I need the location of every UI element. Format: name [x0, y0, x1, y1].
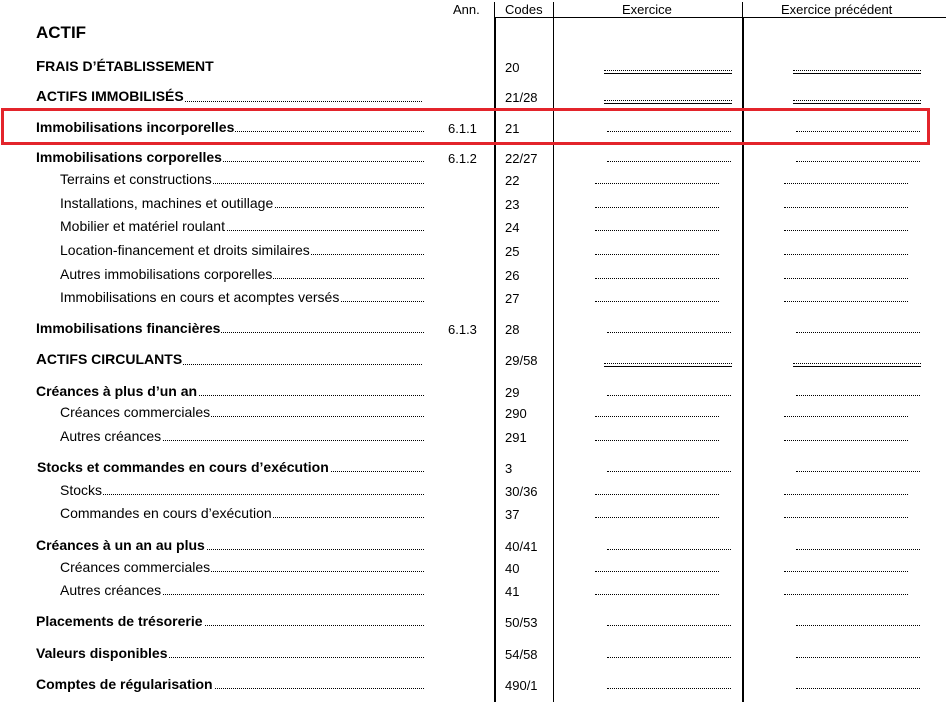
row-code: 22 [505, 173, 520, 188]
header-divider-2 [553, 2, 554, 18]
header-ann: Ann. [453, 2, 480, 17]
row-code: 3 [505, 461, 513, 476]
row-label: Créances commerciales [60, 557, 424, 577]
exercice-precedent-field[interactable] [784, 183, 908, 184]
row-label: Immobilisations financières [36, 318, 424, 338]
row-label: Créances à plus d’un an [36, 381, 424, 401]
exercice-precedent-field[interactable] [784, 440, 908, 441]
row-code: 21/28 [505, 90, 538, 105]
row-code: 29 [505, 385, 520, 400]
table-row [0, 426, 946, 448]
table-row [0, 580, 946, 602]
table-row [0, 147, 946, 169]
row-code: 26 [505, 268, 520, 283]
exercice-field[interactable] [595, 230, 719, 231]
row-code: 20 [505, 60, 520, 75]
row-label: Créances commerciales [60, 402, 424, 422]
row-code: 290 [505, 406, 527, 421]
exercice-field[interactable] [595, 183, 719, 184]
row-ann: 6.1.1 [448, 121, 477, 136]
header-divider-1 [494, 2, 495, 18]
row-label: Immobilisations corporelles [36, 147, 424, 167]
table-row [0, 480, 946, 502]
exercice-field[interactable] [595, 207, 719, 208]
row-code: 50/53 [505, 615, 538, 630]
header-exercice-precedent: Exercice précédent [781, 2, 893, 17]
row-label: Commandes en cours d’exécution [60, 503, 424, 523]
table-row [0, 216, 946, 238]
table-row [0, 349, 946, 371]
exercice-precedent-field[interactable] [793, 70, 921, 71]
row-label: Créances à un an au plus [36, 535, 424, 555]
row-code: 28 [505, 322, 520, 337]
section-title: ACTIF [36, 23, 87, 42]
exercice-field[interactable] [607, 161, 731, 162]
row-code: 29/58 [505, 353, 538, 368]
exercice-field[interactable] [595, 301, 719, 302]
exercice-field[interactable] [607, 395, 731, 396]
table-row [0, 264, 946, 286]
header-rule [494, 17, 946, 18]
row-label: Autres immobilisations corporelles [60, 264, 424, 284]
exercice-field[interactable] [595, 254, 719, 255]
row-label: Placements de trésorerie [36, 611, 424, 631]
exercice-field[interactable] [595, 594, 719, 595]
row-label: ACTIFS CIRCULANTS [36, 349, 422, 370]
table-row [0, 86, 946, 108]
row-label: Autres créances [60, 580, 424, 600]
row-code: 22/27 [505, 151, 538, 166]
row-code: 25 [505, 244, 520, 259]
row-code: 30/36 [505, 484, 538, 499]
row-code: 54/58 [505, 647, 538, 662]
exercice-field[interactable] [595, 416, 719, 417]
exercice-field[interactable] [607, 688, 731, 689]
exercice-field[interactable] [607, 657, 731, 658]
row-code: 40/41 [505, 539, 538, 554]
row-code: 21 [505, 121, 520, 136]
exercice-precedent-field[interactable] [784, 207, 908, 208]
table-row [0, 56, 946, 78]
header-divider-3 [742, 2, 743, 18]
row-label: Mobilier et matériel roulant [60, 216, 424, 236]
exercice-field[interactable] [595, 517, 719, 518]
exercice-precedent-field[interactable] [784, 416, 908, 417]
exercice-precedent-field[interactable] [796, 161, 920, 162]
row-label: ACTIFS IMMOBILISÉS [36, 86, 422, 107]
row-label: Immobilisations en cours et acomptes versés [60, 287, 424, 307]
exercice-field[interactable] [595, 278, 719, 279]
table-row [0, 169, 946, 191]
exercice-precedent-field[interactable] [784, 494, 908, 495]
exercice-field[interactable] [595, 571, 719, 572]
row-label: Location-financement et droits similaires [60, 240, 424, 260]
table-row [0, 318, 946, 340]
row-code: 24 [505, 220, 520, 235]
table-row [0, 381, 946, 403]
table-row [0, 117, 946, 139]
row-label: Installations, machines et outillage [60, 193, 424, 213]
exercice-precedent-field[interactable] [796, 471, 920, 472]
exercice-field[interactable] [607, 332, 731, 333]
row-code: 37 [505, 507, 520, 522]
table-row [0, 193, 946, 215]
row-ann: 6.1.3 [448, 322, 477, 337]
row-label: Autres créances [60, 426, 424, 446]
table-row [0, 503, 946, 525]
row-label: Comptes de régularisation [36, 674, 424, 694]
exercice-precedent-field[interactable] [796, 657, 920, 658]
exercice-field[interactable] [607, 549, 731, 550]
table-row [0, 535, 946, 557]
row-label: Immobilisations incorporelles [36, 117, 424, 137]
exercice-precedent-field[interactable] [784, 230, 908, 231]
table-row [0, 240, 946, 262]
exercice-field[interactable] [607, 625, 731, 626]
exercice-precedent-field[interactable] [796, 549, 920, 550]
exercice-field[interactable] [607, 131, 731, 132]
exercice-field[interactable] [595, 440, 719, 441]
exercice-precedent-field[interactable] [793, 363, 921, 364]
header-exercice: Exercice [622, 2, 672, 17]
row-code: 490/1 [505, 678, 538, 693]
exercice-precedent-field[interactable] [784, 278, 908, 279]
table-row [0, 557, 946, 579]
exercice-precedent-field[interactable] [784, 571, 908, 572]
exercice-precedent-field[interactable] [796, 688, 920, 689]
exercice-precedent-field[interactable] [784, 594, 908, 595]
exercice-precedent-field[interactable] [784, 254, 908, 255]
table-row [0, 643, 946, 665]
exercice-field[interactable] [607, 471, 731, 472]
exercice-field[interactable] [595, 494, 719, 495]
table-row [0, 674, 946, 696]
row-label: Stocks et commandes en cours d’exécution [37, 457, 424, 477]
exercice-precedent-field[interactable] [784, 301, 908, 302]
exercice-field[interactable] [604, 70, 732, 71]
row-label: FRAIS D’ÉTABLISSEMENT [36, 58, 214, 75]
header-codes: Codes [505, 2, 543, 17]
exercice-precedent-field[interactable] [796, 625, 920, 626]
table-row [0, 287, 946, 309]
exercice-precedent-field[interactable] [793, 100, 921, 101]
exercice-precedent-field[interactable] [796, 332, 920, 333]
row-ann: 6.1.2 [448, 151, 477, 166]
exercice-precedent-field[interactable] [784, 517, 908, 518]
exercice-field[interactable] [604, 100, 732, 101]
table-row [0, 457, 946, 479]
row-label: Valeurs disponibles [36, 643, 424, 663]
row-code: 27 [505, 291, 520, 306]
row-label: Terrains et constructions [60, 169, 424, 189]
exercice-field[interactable] [604, 363, 732, 364]
table-row [0, 402, 946, 424]
row-code: 40 [505, 561, 520, 576]
table-row [0, 611, 946, 633]
exercice-precedent-field[interactable] [796, 131, 920, 132]
row-code: 23 [505, 197, 520, 212]
exercice-precedent-field[interactable] [796, 395, 920, 396]
row-code: 41 [505, 584, 520, 599]
row-code: 291 [505, 430, 527, 445]
row-label: Stocks [60, 480, 424, 500]
